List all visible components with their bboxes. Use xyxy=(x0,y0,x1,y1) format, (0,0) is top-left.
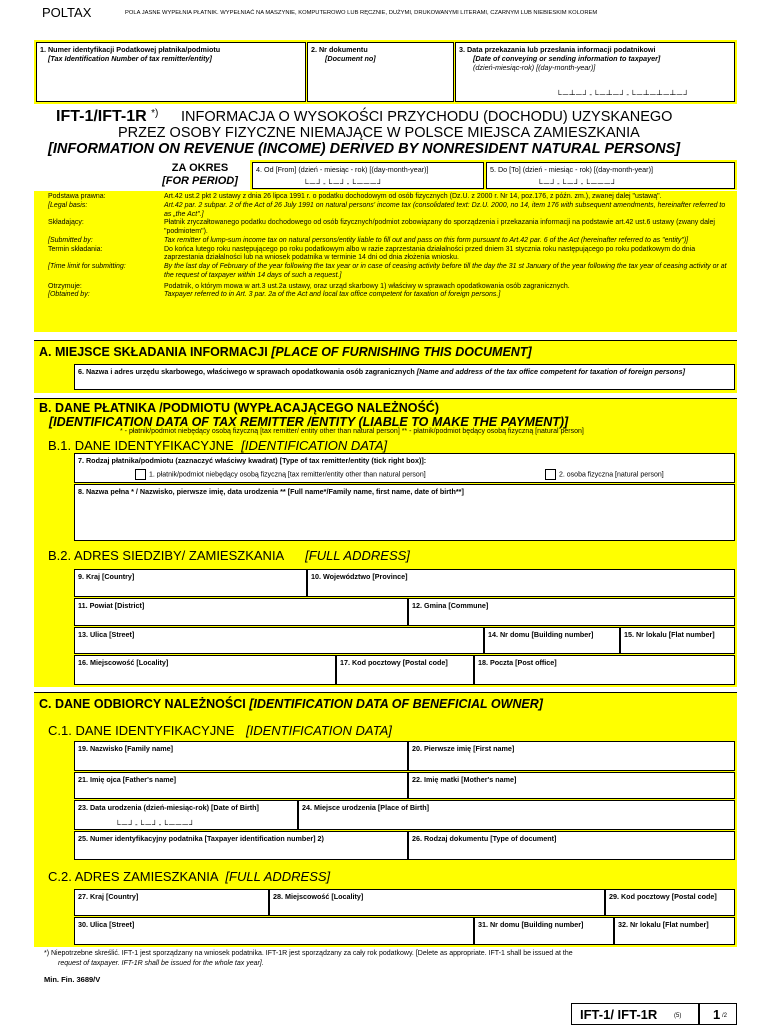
f23-date-guide: └─┘-└─┘-└───┘ xyxy=(115,820,196,829)
footer-page-box xyxy=(699,1003,737,1025)
f16-label: 16. Miejscowość [Locality] xyxy=(78,658,169,667)
section-c1-title-pl: C.1. DANE IDENTYFIKACYJNE xyxy=(48,723,235,738)
footnote-line-1: *) Niepotrzebne skreślić. IFT-1 jest sporządzany na wniosek podatnika. IFT-1R jest sporządzany za cały rok podatkowy. [Delete as appropriate. IFT-1 shall be issued at the xyxy=(44,950,573,957)
field-27-country[interactable] xyxy=(74,889,269,916)
field-16-locality[interactable] xyxy=(74,655,336,685)
field-13-street[interactable] xyxy=(74,627,484,654)
period-label-en: [FOR PERIOD] xyxy=(162,174,238,187)
info-row-recipient-en: [Obtained by: Taxpayer referred to in Art. 3 par. 2a of the Act and local tax office competent for taxation of foreign persons.] xyxy=(48,291,501,299)
info-row-recipient: Otrzymuje: Podatnik, o którym mowa w art.3 ust.2a ustawy, oraz urząd skarbowy 1) właściwy w sprawach opodatkowania osób zagranicznych. xyxy=(48,282,570,290)
form-code-title xyxy=(56,108,158,126)
field-14-building-number[interactable] xyxy=(484,627,620,654)
title-line-3: [INFORMATION ON REVENUE (INCOME) DERIVED BY NONRESIDENT NATURAL PERSONS] xyxy=(48,141,681,157)
f15-label: 15. Nr lokalu [Flat number] xyxy=(624,630,715,639)
field-19-family-name[interactable] xyxy=(74,741,408,771)
ministry-ref: Min. Fin. 3689/V xyxy=(44,975,101,984)
field-23-date-of-birth[interactable] xyxy=(74,800,298,830)
section-b2-title-pl: B.2. ADRES SIEDZIBY/ ZAMIESZKANIA xyxy=(48,548,284,563)
f8-label: 8. Nazwa pełna * / Nazwisko, pierwsze imię, data urodzenia ** [Full name*/Family name, first name, date of birth**] xyxy=(78,487,464,496)
period-label-pl: ZA OKRES xyxy=(171,162,229,174)
f3-format: (dzień-miesiąc-rok) [(day-month-year)] xyxy=(473,63,596,72)
page-total: /2 xyxy=(722,1013,728,1019)
field-32-flat-number[interactable] xyxy=(614,917,735,945)
section-b-title-en: [IDENTIFICATION DATA OF TAX REMITTER /ENTITY (LIABLE TO MAKE THE PAYMENT)] xyxy=(49,415,569,430)
f11-label: 11. Powiat [District] xyxy=(78,601,145,610)
option-1-label: 1. płatnik/podmiot niebędący osobą fizyczną [tax remitter/entity other than natural person] xyxy=(149,471,426,479)
f9-label: 9. Kraj [Country] xyxy=(78,572,135,581)
f2-label: 2. Nr dokumentu xyxy=(311,45,368,54)
f20-label: 20. Pierwsze imię [First name] xyxy=(412,744,515,753)
field-20-first-name[interactable] xyxy=(408,741,735,771)
option-1-checkbox[interactable] xyxy=(135,469,146,480)
option-1-legal-entity[interactable] xyxy=(135,469,426,480)
field-17-postal-code[interactable] xyxy=(336,655,474,685)
period-label xyxy=(150,162,250,187)
field-18-post-office[interactable] xyxy=(474,655,735,685)
field-22-mothers-name[interactable] xyxy=(408,772,735,799)
field-12-commune[interactable] xyxy=(408,598,735,626)
option-2-natural-person[interactable] xyxy=(545,469,664,480)
f24-label: 24. Miejsce urodzenia [Place of Birth] xyxy=(302,803,430,812)
field-9-country[interactable] xyxy=(74,569,307,597)
f2-label-en: [Document no] xyxy=(325,54,376,63)
form-code-star: *) xyxy=(151,108,159,119)
field-25-taxpayer-id[interactable] xyxy=(74,831,408,860)
f6-label: 6. Nazwa i adres urzędu skarbowego, właściwego w sprawach opodatkowania osób zagranicznych xyxy=(78,367,415,376)
info-row-deadline-en: [Time limit for submitting: By the last day of February of the year following the tax year or in case of ceasing activity before till the day the 31 st January of the year following the tax year of ceasing activity or at the request of taxpayer within 14 days of such a request.] xyxy=(48,263,727,279)
field-8-full-name[interactable] xyxy=(74,484,735,541)
field-21-fathers-name[interactable] xyxy=(74,772,408,799)
section-b1-title-pl: B.1. DANE IDENTYFIKACYJNE xyxy=(48,438,234,453)
f1-label: 1. Numer identyfikacji Podatkowej płatnika/podmiotu xyxy=(40,45,221,54)
field-3-date[interactable] xyxy=(455,42,735,102)
field-5-to[interactable] xyxy=(486,162,735,189)
info-row-deadline: Termin składania: Do końca lutego roku następującego po roku podatkowym albo w razie zaprzestania działalności przed dniem 31 stycznia roku następującego po roku podatkowym do dnia zaprzestania działalności lub na wniosek podatnika w terminie 14 dni od dnia złożenia wniosku. xyxy=(48,245,696,262)
field-15-flat-number[interactable] xyxy=(620,627,735,654)
f22-label: 22. Imię matki [Mother's name] xyxy=(412,775,517,784)
f31-label: 31. Nr domu [Building number] xyxy=(478,920,584,929)
section-c2-title-pl: C.2. ADRES ZAMIESZKANIA xyxy=(48,869,218,884)
section-c1-title xyxy=(48,723,392,738)
f4-date-guide: └─┘-└─┘-└───┘ xyxy=(303,179,384,188)
field-6-tax-office[interactable] xyxy=(74,364,735,390)
f14-label: 14. Nr domu [Building number] xyxy=(488,630,594,639)
f7-label: 7. Rodzaj płatnika/podmiotu (zaznaczyć właściwy kwadrat) [Type of tax remitter/entity (tick right box)]: xyxy=(78,456,427,465)
title-line-1: INFORMACJA O WYSOKOŚCI PRZYCHODU (DOCHODU) UZYSKANEGO xyxy=(181,109,673,125)
section-a-title-pl: A. MIEJSCE SKŁADANIA INFORMACJI xyxy=(39,345,268,359)
section-c-title xyxy=(39,697,543,711)
f3-label: 3. Data przekazania lub przesłania informacji podatnikowi xyxy=(459,45,656,54)
section-b-title-pl: B. DANE PŁATNIKA /PODMIOTU (WYPŁACAJĄCEGO NALEŻNOŚĆ) xyxy=(39,401,439,415)
f5-label: 5. Do [To] (dzień - miesiąc - rok) [(day-month-year)] xyxy=(490,165,653,174)
section-c1-title-en: [IDENTIFICATION DATA] xyxy=(246,723,392,738)
field-1-nip[interactable] xyxy=(36,42,306,102)
f13-label: 13. Ulica [Street] xyxy=(78,630,135,639)
f23-label: 23. Data urodzenia (dzień-miesiąc-rok) [Date of Birth] xyxy=(78,803,259,812)
f17-label: 17. Kod pocztowy [Postal code] xyxy=(340,658,448,667)
f10-label: 10. Województwo [Province] xyxy=(311,572,408,581)
option-2-checkbox[interactable] xyxy=(545,469,556,480)
info-row-legal-basis: Podstawa prawna: Art.42 ust.2 pkt 2 ustawy z dnia 26 lipca 1991 r. o podatku dochodowym od osób fizycznych (Dz.U. z 2000 r. Nr 14, poz.176, z późn. zm.), zwanej dalej "ustawą". xyxy=(48,193,662,200)
field-26-document-type[interactable] xyxy=(408,831,735,860)
f25-label: 25. Numer identyfikacyjny podatnika [Taxpayer identification number] 2) xyxy=(78,834,324,843)
field-28-locality[interactable] xyxy=(269,889,605,916)
f5-date-guide: └─┘-└─┘-└───┘ xyxy=(537,179,618,188)
footnote-line-2: request of taxpayer. IFT-1R shall be issued for the whole tax year]. xyxy=(58,960,264,967)
title-line-2: PRZEZ OSOBY FIZYCZNE NIEMAJĄCE W POLSCE MIEJSCA ZAMIESZKANIA xyxy=(118,125,640,141)
f32-label: 32. Nr lokalu [Flat number] xyxy=(618,920,709,929)
field-4-from[interactable] xyxy=(252,162,484,189)
info-row-legal-basis-en: [Legal basis: Art.42 par. 2 subpar. 2 of the Act of 26 July 1991 on natural persons' income tax (consolidated text: Dz.U. 2000, no 14, item 176 with subsequent amendments, hereinafter referred to as „the Act".] xyxy=(48,201,726,218)
f19-label: 19. Nazwisko [Family name] xyxy=(78,744,174,753)
section-c-title-en: [IDENTIFICATION DATA OF BENEFICIAL OWNER] xyxy=(249,697,543,711)
f30-label: 30. Ulica [Street] xyxy=(78,920,135,929)
section-b1-title xyxy=(48,438,387,453)
footer-form-code: IFT-1/ IFT-1R xyxy=(580,1007,658,1022)
field-24-place-of-birth[interactable] xyxy=(298,800,735,830)
page-number: 1 xyxy=(713,1007,721,1022)
section-b2-title xyxy=(48,548,410,563)
field-31-building-number[interactable] xyxy=(474,917,614,945)
field-10-province[interactable] xyxy=(307,569,735,597)
f12-label: 12. Gmina [Commune] xyxy=(412,601,489,610)
section-c2-title xyxy=(48,869,330,884)
f28-label: 28. Miejscowość [Locality] xyxy=(273,892,364,901)
f26-label: 26. Rodzaj dokumentu [Type of document] xyxy=(412,834,557,843)
field-11-district[interactable] xyxy=(74,598,408,626)
field-7-remitter-type[interactable] xyxy=(74,453,735,483)
f29-label: 29. Kod pocztowy [Postal code] xyxy=(609,892,717,901)
section-a-title-en: [PLACE OF FURNISHING THIS DOCUMENT] xyxy=(271,345,532,359)
section-b-title xyxy=(39,401,568,430)
section-a-title xyxy=(39,345,532,359)
f6-label-en: [Name and address of the tax office competent for taxation of foreign persons] xyxy=(416,367,685,376)
f3-label-en: [Date of conveying or sending information to taxpayer] xyxy=(473,54,661,63)
field-30-street[interactable] xyxy=(74,917,474,945)
form-code: IFT-1/IFT-1R xyxy=(56,108,147,125)
f27-label: 27. Kraj [Country] xyxy=(78,892,139,901)
f4-label: 4. Od [From] (dzień - miesiąc - rok) [(day-month-year)] xyxy=(256,165,429,174)
info-row-submitter: Składający: Płatnik zryczałtowanego podatku dochodowego od osób fizycznych/podmiot zobowiązany do sporządzenia i przekazania informacji na podstawie art.42 ust.6 ustawy (zwany dalej "podmiotem"). xyxy=(48,219,715,235)
section-c2-title-en: [FULL ADDRESS] xyxy=(225,869,331,884)
form-brand: POLTAX xyxy=(42,5,92,20)
f18-label: 18. Poczta [Post office] xyxy=(478,658,557,667)
footer-form-code-box xyxy=(571,1003,699,1025)
option-2-label: 2. osoba fizyczna [natural person] xyxy=(559,471,664,479)
section-b-note: * - płatnik/podmiot niebędący osobą fizyczną [tax remitter/ entity other than natural person] ** - płatnik/podmiot będący osobą fizyczną [natural person] xyxy=(120,428,584,435)
date-separator-guide: └─┴─┘-└─┴─┘-└─┴─┴─┴─┘ xyxy=(556,90,691,99)
section-b1-title-en: [IDENTIFICATION DATA] xyxy=(241,438,388,453)
section-b2-title-en: [FULL ADDRESS] xyxy=(305,548,410,563)
f1-label-en: [Tax Identification Number of tax remitter/entity] xyxy=(48,54,212,63)
f21-label: 21. Imię ojca [Father's name] xyxy=(78,775,176,784)
footer-form-version: (5) xyxy=(674,1013,682,1019)
section-c-title-pl: C. DANE ODBIORCY NALEŻNOŚCI xyxy=(39,697,246,711)
field-2-document-no[interactable] xyxy=(307,42,454,102)
field-29-postal-code[interactable] xyxy=(605,889,735,916)
info-list xyxy=(48,193,733,300)
info-row-submitter-en: [Submitted by: Tax remitter of lump-sum income tax on natural persons/entity liable to fill out and pass on this form pursuant to Art.42 par. 6 of the Act (hereinafter referred to as "entity")] xyxy=(48,236,689,244)
fill-instruction: POLA JASNE WYPEŁNIA PŁATNIK. WYPEŁNIAĆ NA MASZYNIE, KOMPUTEROWO LUB RĘCZNIE, DUŻYMI, DRUKOWANYMI LITERAMI, CZARNYM LUB NIEBIESKIM KOLOREM xyxy=(125,10,598,16)
